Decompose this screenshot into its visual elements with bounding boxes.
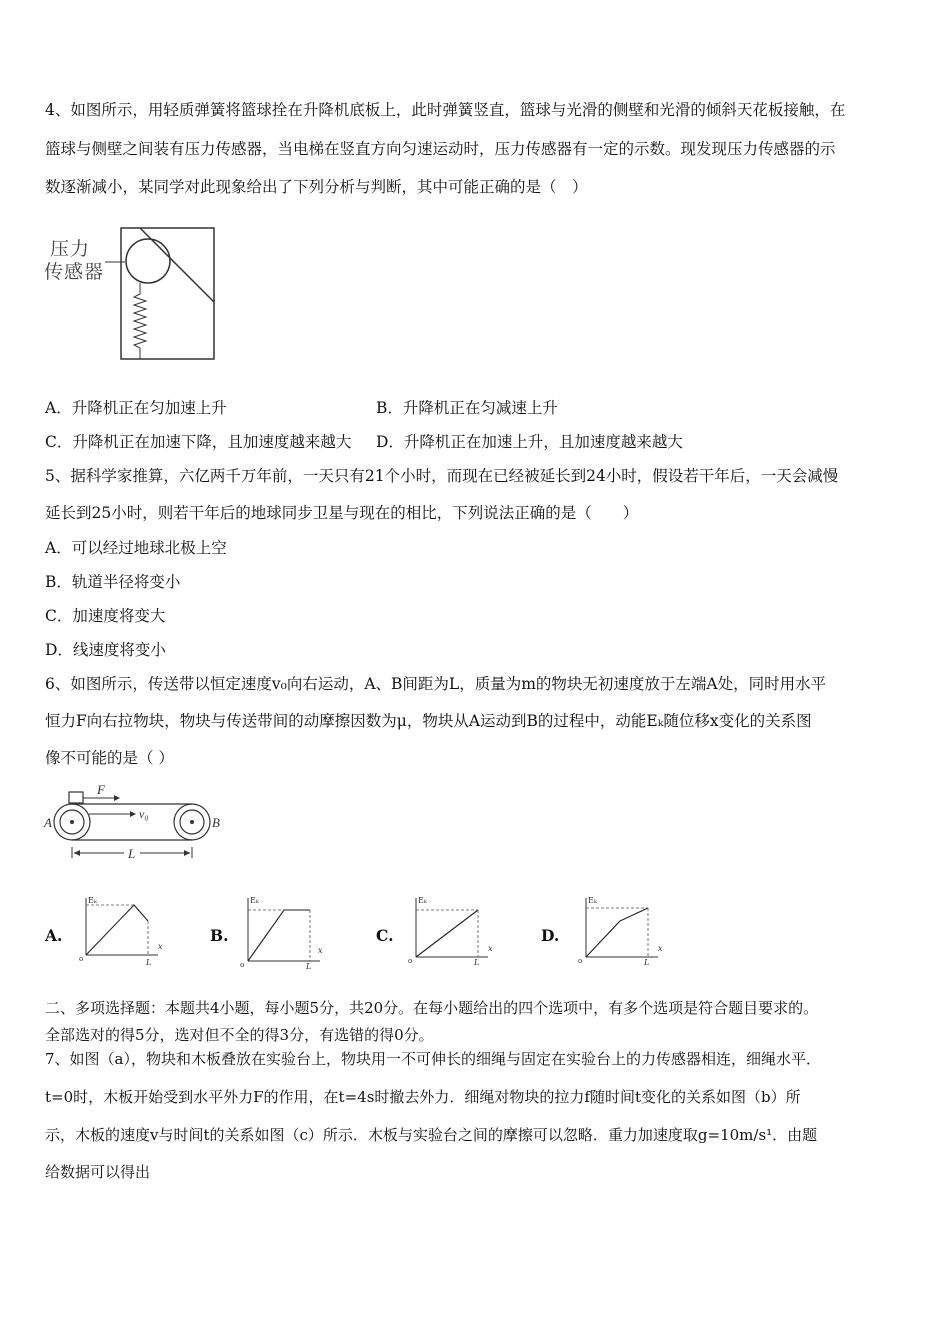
q5-line-2: 延长到25小时，则若干年后的地球同步卫星与现在的相比，下列说法正确的是（ ） xyxy=(45,504,639,522)
graph-option-b xyxy=(240,893,330,971)
section-2-line-2: 全部选对的得5分，选对但不全的得3分，有选错的得0分。 xyxy=(45,1026,434,1044)
q6-line-1: 6、如图所示，传送带以恒定速度v₀向右运动，A、B间距为L，质量为m的物块无初速度放于左端A处，同时用水平 xyxy=(45,675,827,693)
axis-origin-label: o xyxy=(240,961,245,969)
conveyor-figure xyxy=(44,782,244,862)
q4-option-c: C．升降机正在加速下降，且加速度越来越大 xyxy=(45,433,352,451)
axis-y-label: Eₖ xyxy=(588,896,597,905)
axis-y-label: Eₖ xyxy=(418,896,427,905)
q5-line-1: 5、据科学家推算，六亿两千万年前，一天只有21个小时，而现在已经被延长到24小时，假设若干年后，一天会减慢 xyxy=(45,467,839,485)
q4-line-1: 4、如图所示，用轻质弹簧将篮球拴在升降机底板上，此时弹簧竖直，篮球与光滑的侧壁和光滑的倾斜天花板接触，在 xyxy=(45,101,846,119)
q4-option-d: D．升降机正在加速上升，且加速度越来越大 xyxy=(376,433,683,451)
q6-line-3: 像不可能的是（ ） xyxy=(45,749,174,767)
q7-line-3: 示，木板的速度v与时间t的关系如图（c）所示．木板与实验台之间的摩擦可以忽略．重力加速度取g=10m/s¹．由题 xyxy=(45,1126,818,1144)
figure-label-pressure: 压力 xyxy=(50,238,91,260)
q7-line-4: 给数据可以得出 xyxy=(45,1163,151,1181)
length-label: L xyxy=(128,846,136,861)
graph-option-a-label: A. xyxy=(45,926,63,945)
graph-option-c-label: C. xyxy=(376,926,394,945)
axis-x-label: x xyxy=(488,944,493,953)
graph-option-a xyxy=(78,893,168,968)
axis-y-label: Eₖ xyxy=(88,896,97,905)
q4-option-a: A．升降机正在匀加速上升 xyxy=(45,399,227,417)
axis-l-label: L xyxy=(306,962,312,971)
elevator-figure xyxy=(110,222,220,362)
q7-line-1: 7、如图（a），物块和木板叠放在实验台上，物块用一不可伸长的细绳与固定在实验台上的力传感器相连，细绳水平． xyxy=(45,1050,821,1068)
axis-l-label: L xyxy=(644,958,650,967)
q5-option-c: C．加速度将变大 xyxy=(45,607,166,625)
force-label: F xyxy=(97,782,105,797)
axis-x-label: x xyxy=(318,946,323,955)
figure-label-sensor: 传感器 xyxy=(44,261,105,283)
graph-option-b-label: B. xyxy=(210,926,229,945)
section-2-line-1: 二、多项选择题：本题共4小题，每小题5分，共20分。在每小题给出的四个选项中，有多个选项是符合题目要求的。 xyxy=(45,999,819,1017)
q6-line-2: 恒力F向右拉物块，物块与传送带间的动摩擦因数为μ，物块从A运动到B的过程中，动能Eₖ随位移x变化的关系图 xyxy=(45,712,812,730)
axis-origin-label: o xyxy=(408,957,413,965)
axis-origin-label: o xyxy=(79,955,84,963)
q4-line-3: 数逐渐减小，某同学对此现象给出了下列分析与判断，其中可能正确的是（ ） xyxy=(45,178,588,196)
velocity-label: v₀ xyxy=(139,807,149,821)
q4-option-b: B．升降机正在匀减速上升 xyxy=(376,399,558,417)
point-a-label: A xyxy=(44,815,52,830)
q5-option-a: A．可以经过地球北极上空 xyxy=(45,539,227,557)
q5-option-b: B．轨道半径将变小 xyxy=(45,573,181,591)
axis-y-label: Eₖ xyxy=(250,896,259,905)
graph-option-d-label: D. xyxy=(541,926,560,945)
q7-line-2: t=0时，木板开始受到水平外力F的作用，在t=4s时撤去外力．细绳对物块的拉力f随时间t变化的关系如图（b）所 xyxy=(45,1088,801,1106)
axis-l-label: L xyxy=(146,958,152,967)
q5-option-d: D．线速度将变小 xyxy=(45,641,166,659)
axis-x-label: x xyxy=(658,944,663,953)
axis-x-label: x xyxy=(158,942,163,951)
graph-option-d xyxy=(578,893,668,968)
graph-option-c xyxy=(408,893,498,968)
axis-origin-label: o xyxy=(578,957,583,965)
point-b-label: B xyxy=(212,815,220,830)
q4-line-2: 篮球与侧壁之间装有压力传感器，当电梯在竖直方向匀速运动时，压力传感器有一定的示数。现发现压力传感器的示 xyxy=(45,140,836,158)
axis-l-label: L xyxy=(474,958,480,967)
